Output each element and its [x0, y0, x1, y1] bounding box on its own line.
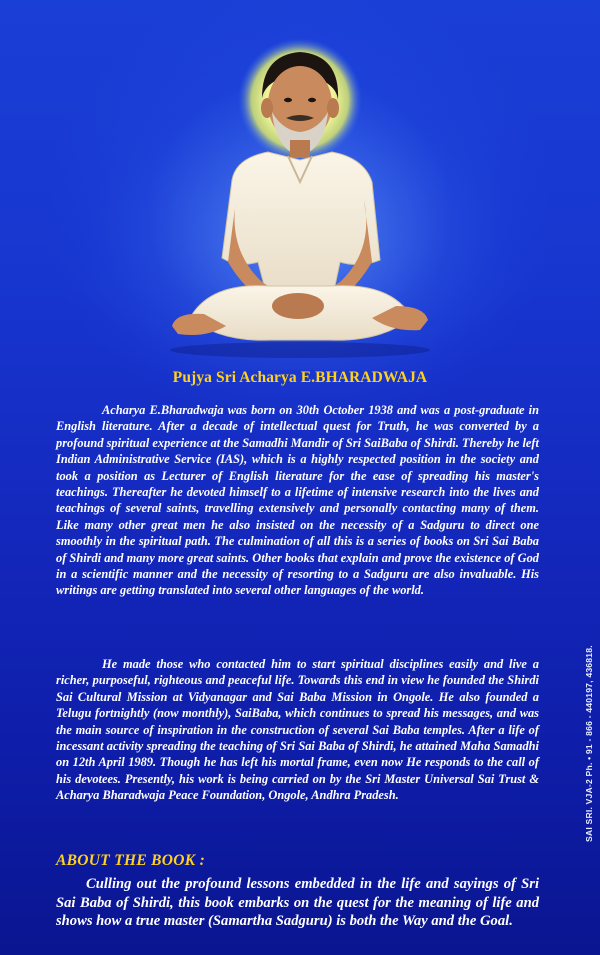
about-the-book-heading: ABOUT THE BOOK : — [56, 852, 206, 869]
portrait-illustration — [0, 0, 600, 370]
biography-paragraph-2: He made those who contacted him to start spiritual disciplines easily and live a richer, purposeful, righteous and peaceful life. Towards this end in view he founded the Shirdi Sai Cultural Mission at Vidyanagar and Sai Baba Mission in Ongole. He also founded a Telugu fortnightly (now monthly), SaiBaba, which continues to spread his messages, and was the main source of inspiration in the construction of several Sai Baba temples. After a life of incessant activity spreading the teaching of Sri Sai Baba of Shirdi, he attained Maha Samadhi on 12th April 1989. Though he has left his mortal frame, even now He responds to the call of his devotees. Presently, his work is being carried on by the Sri Master Universal Sai Trust & Acharya Bharadwaja Peace Foundation, Ongole, Andhra Pradesh. — [56, 657, 539, 803]
portrait-caption: Pujya Sri Acharya E.BHARADWAJA — [172, 369, 428, 386]
about-the-book-text: Culling out the profound lessons embedded in the life and sayings of Sri Sai Baba of Shirdi, this book embarks on the quest for the meaning of life and shows how a true master (Samartha Sadguru) is both the Way and the Goal. — [56, 876, 539, 930]
biography-paragraph-1: Acharya E.Bharadwaja was born on 30th October 1938 and was a post-graduate in English literature. After a decade of intellectual quest for Truth, he was converted by a profound spiritual experience at the Samadhi Mandir of Sri SaiBaba of Shirdi. Thereby he left Indian Administrative Service (IAS), which is a highly respected position in the society and took a position as Lecturer of English literature for the ease of spreading his master's teachings. Thereafter he devoted himself to a lifetime of intensive research into the lives and teachings of several saints, travelling extensively and personally contacting many of them. Like many other great men he also insisted on the necessity of a Sadguru to direct one smoothly in the spiritual path. The culmination of all this is a series of books on Sri Sai Baba of Shirdi and many more great saints. Other books that explain and prove the existence of God in a scientific manner and the necessity of resorting to a Sadguru are also invaluable. His writings are getting translated into several other languages of the world. — [56, 403, 539, 598]
printer-code: SAI SRI. VJA-2 Ph. • 91 - 866 - 440197, 436818. — [584, 645, 594, 842]
